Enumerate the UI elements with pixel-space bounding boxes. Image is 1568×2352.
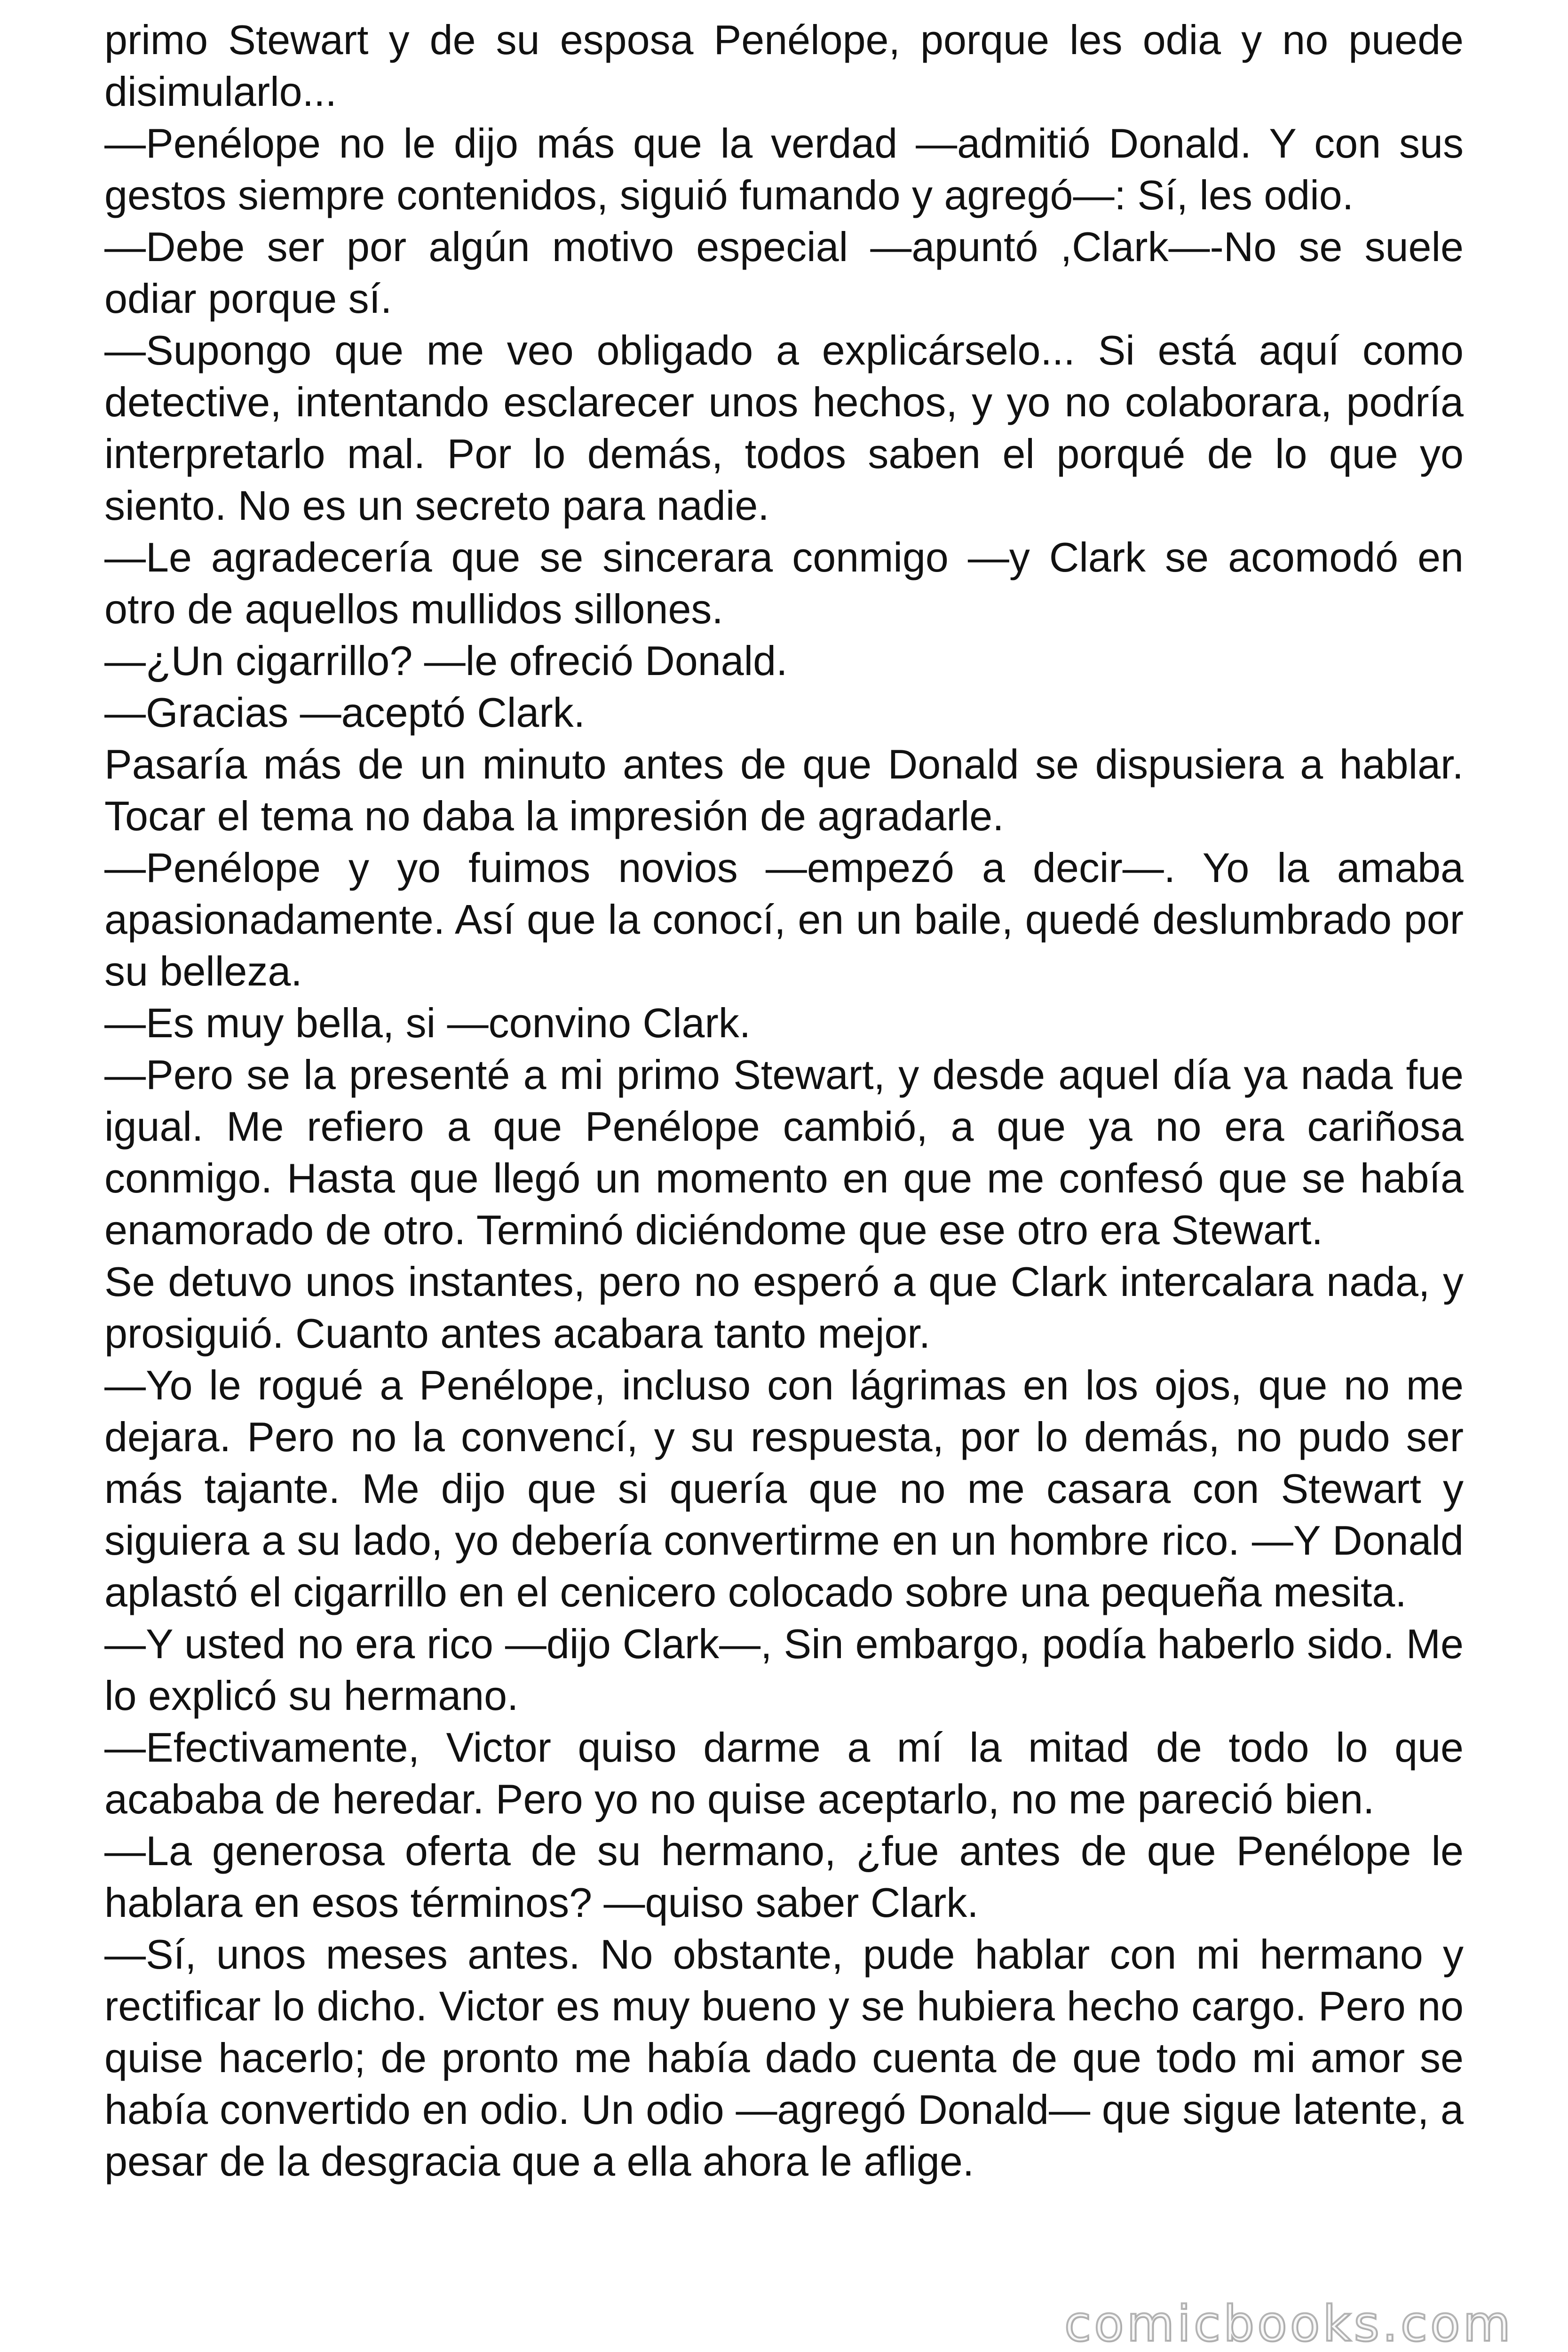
paragraph: —Yo le rogué a Penélope, incluso con lágrimas en los ojos, que no me dejara. Pero no la convencí, y su respuesta, por lo demás, no pudo ser más tajante. Me dijo que si quería que no me casara con Stewart y siguiera a su lado, yo debería convertirme en un hombre rico. —Y Donald aplastó el cigarrillo en el cenicero colocado sobre una pequeña mesita. [104,1362,1464,1615]
watermark: comicbooks.com [1064,2295,1513,2352]
paragraph: —Le agradecería que se sincerara conmigo —y Clark se acomodó en otro de aquellos mullidos sillones. [104,534,1464,632]
paragraph: —Gracias —aceptó Clark. [104,689,586,736]
paragraph: —¿Un cigarrillo? —le ofreció Donald. [104,637,788,684]
paragraph: —Sí, unos meses antes. No obstante, pude hablar con mi hermano y rectificar lo dicho. Victor es muy bueno y se hubiera hecho cargo. Pero no quise hacerlo; de pronto me había dado cuenta de que todo mi amor se había convertido en odio. Un odio —agregó Donald— que sigue latente, a pesar de la desgracia que a ella ahora le aflige. [104,1931,1464,2185]
paragraph: —Efectivamente, Victor quiso darme a mí la mitad de todo lo que acababa de heredar. Pero yo no quise aceptarlo, no me pareció bien. [104,1724,1464,1822]
paragraph: primo Stewart y de su esposa Penélope, porque les odia y no puede disimularlo... [104,16,1464,115]
paragraph: Se detuvo unos instantes, pero no esperó a que Clark intercalara nada, y prosiguió. Cuanto antes acabara tanto mejor. [104,1258,1464,1357]
body-text [104,14,1464,2187]
paragraph: —Pero se la presenté a mi primo Stewart, y desde aquel día ya nada fue igual. Me refiero a que Penélope cambió, a que ya no era cariñosa conmigo. Hasta que llegó un momento en que me confesó que se había enamorado de otro. Terminó diciéndome que ese otro era Stewart. [104,1051,1464,1253]
paragraph: —Supongo que me veo obligado a explicárselo... Si está aquí como detective, intentando esclarecer unos hechos, y yo no colaborara, podría interpretarlo mal. Por lo demás, todos saben el porqué de lo que yo siento. No es un secreto para nadie. [104,327,1464,529]
paragraph: —La generosa oferta de su hermano, ¿fue antes de que Penélope le hablara en esos términos? —quiso saber Clark. [104,1828,1464,1926]
paragraph: —Debe ser por algún motivo especial —apuntó ,Clark—-No se suele odiar porque sí. [104,223,1464,322]
paragraph: —Penélope y yo fuimos novios —empezó a decir—. Yo la amaba apasionadamente. Así que la conocí, en un baile, quedé deslumbrado por su belleza. [104,844,1464,994]
paragraph: —Y usted no era rico —dijo Clark—, Sin embargo, podía haberlo sido. Me lo explicó su hermano. [104,1621,1464,1719]
paragraph: —Penélope no le dijo más que la verdad —admitió Donald. Y con sus gestos siempre contenidos, siguió fumando y agregó—: Sí, les odio. [104,120,1464,218]
paragraph: Pasaría más de un minuto antes de que Donald se dispusiera a hablar. Tocar el tema no daba la impresión de agradarle. [104,741,1464,839]
paragraph: —Es muy bella, si —convino Clark. [104,1000,751,1046]
